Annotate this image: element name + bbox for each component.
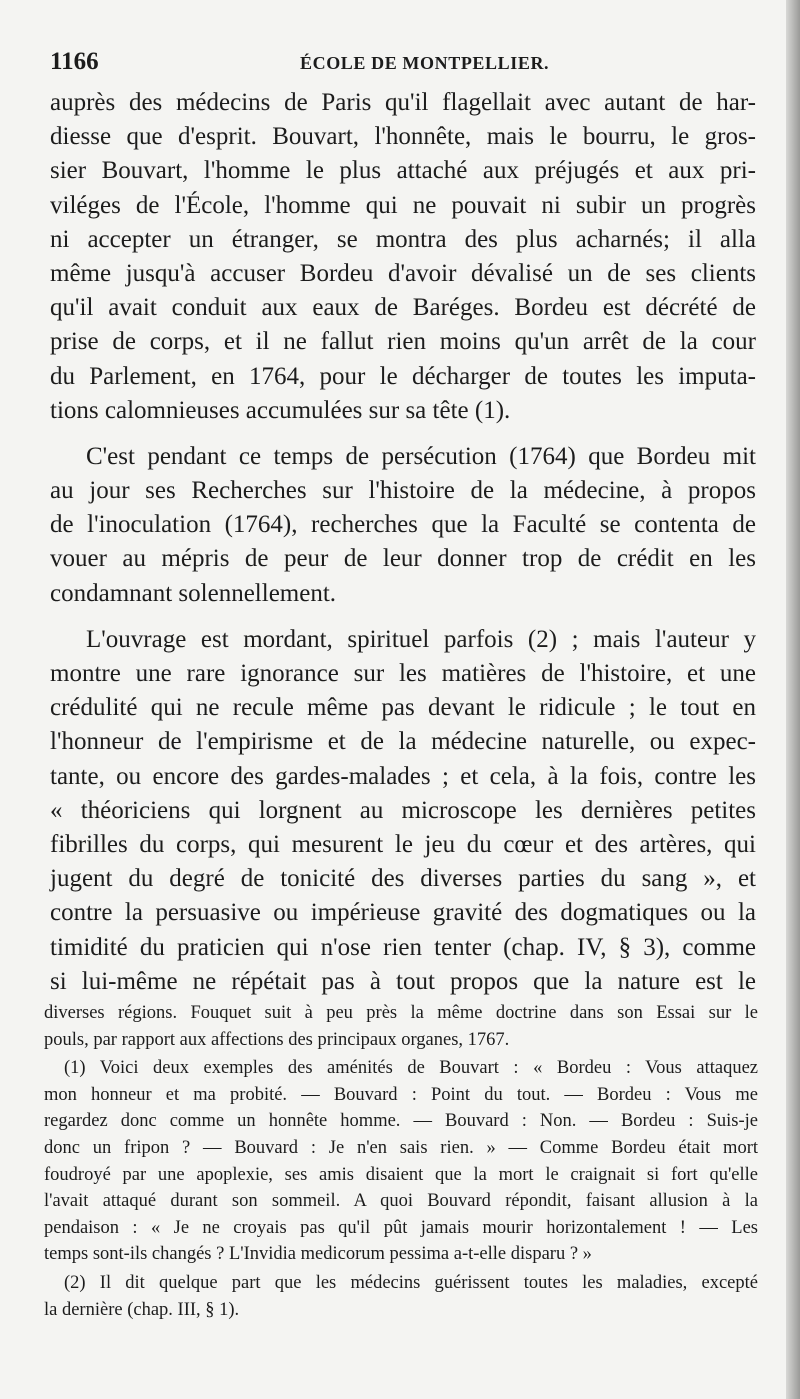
paragraph: [50, 86, 756, 428]
page-header: [50, 44, 758, 84]
text-line: jugent du degré de tonicité des diverses parties du sang », et: [50, 865, 756, 893]
text-line: condamnant solennellement.: [50, 579, 337, 607]
footnote-line: pendaison : « Je ne croyais pas qu'il pût jamais mourir horizontalement ! — Les: [44, 1217, 758, 1238]
text-line: au jour ses Recherches sur l'histoire de la médecine, à propos: [50, 477, 756, 505]
footnote-line: regardez donc comme un honnête homme. — Bouvard : Non. — Bordeu : Suis-je: [44, 1111, 758, 1132]
footnote-continuation: [44, 1000, 758, 1053]
footnote-line: donc un fripon ? — Bouvard : Je n'en sais rien. » — Comme Bordeu était mort: [44, 1137, 758, 1158]
text-line: qu'il avait conduit aux eaux de Baréges. Bordeu est décrété de: [50, 294, 756, 322]
text-line: de l'inoculation (1764), recherches que la Faculté se contenta de: [50, 511, 756, 539]
footnotes: [44, 1000, 758, 1323]
text-line: prise de corps, et il ne fallut rien moins qu'un arrêt de la cour: [50, 328, 756, 356]
footnote-line: mon honneur et ma probité. — Bouvard : Point du tout. — Bordeu : Vous me: [44, 1084, 758, 1105]
text-line: C'est pendant ce temps de persécution (1764) que Bordeu mit: [86, 442, 756, 470]
footnote-line: temps sont-ils changés ? L'Invidia medicorum pessima a-t-elle disparu ? »: [44, 1244, 592, 1265]
text-line: sier Bouvart, l'homme le plus attaché aux préjugés et aux pri-: [50, 157, 756, 185]
paragraph: [50, 440, 756, 611]
main-text: [50, 86, 756, 999]
footnote-1: [44, 1055, 758, 1268]
footnote-line: foudroyé par une apoplexie, ses amis disaient que la mort le craignait si fort qu'elle: [44, 1164, 758, 1185]
text-line: tante, ou encore des gardes-malades ; et cela, à la fois, contre les: [50, 762, 756, 790]
text-line: montre une rare ignorance sur les matières de l'histoire, et une: [50, 660, 756, 687]
text-line: même jusqu'à accuser Bordeu d'avoir dévalisé un de ses clients: [50, 259, 756, 287]
footnote-line: (1) Voici deux exemples des aménités de Bouvart : « Bordeu : Vous attaquez: [64, 1058, 758, 1079]
footnote-line: (2) Il dit quelque part que les médecins guérissent toutes les maladies, excepté: [64, 1272, 758, 1293]
footnote-2: [44, 1270, 758, 1323]
paragraph: [50, 623, 756, 999]
text-line: l'honneur de l'empirisme et de la médecine naturelle, ou expec-: [50, 728, 756, 756]
text-line: auprès des médecins de Paris qu'il flagellait avec autant de har-: [50, 89, 756, 116]
text-line: « théoriciens qui lorgnent au microscope les dernières petites: [50, 796, 756, 824]
paragraph-gap: [50, 611, 756, 623]
paragraph-gap: [50, 428, 756, 440]
page-edge: [786, 0, 800, 1399]
text-line: crédulité qui ne recule même pas devant le ridicule ; le tout en: [50, 694, 756, 722]
running-title: ÉCOLE DE MONTPELLIER.: [300, 53, 550, 73]
footnote-line: l'avait attaqué durant son sommeil. A quoi Bouvard répondit, faisant allusion à la: [44, 1191, 758, 1212]
text-line: contre la persuasive ou impérieuse gravité des dogmatiques ou la: [50, 899, 756, 927]
text-line: diesse que d'esprit. Bouvart, l'honnête, mais le bourru, le gros-: [50, 123, 756, 151]
footnote-line: pouls, par rapport aux affections des principaux organes, 1767.: [44, 1029, 510, 1050]
page-number: 1166: [50, 48, 99, 75]
footnote-line: diverses régions. Fouquet suit à peu près la même doctrine dans son Essai sur le: [44, 1003, 758, 1023]
footnote-line: la dernière (chap. III, § 1).: [44, 1299, 240, 1320]
text-line: si lui-même ne répétait pas à tout propos que la nature est le: [50, 967, 756, 995]
text-line: L'ouvrage est mordant, spirituel parfois (2) ; mais l'auteur y: [86, 625, 756, 653]
text-line: timidité du praticien qui n'ose rien tenter (chap. IV, § 3), comme: [50, 933, 756, 961]
text-line: fibrilles du corps, qui mesurent le jeu du cœur et des artères, qui: [50, 830, 756, 858]
text-line: viléges de l'École, l'homme qui ne pouvait ni subir un progrès: [50, 191, 756, 219]
text-line: ni accepter un étranger, se montra des plus acharnés; il alla: [50, 225, 756, 253]
text-line: tions calomnieuses accumulées sur sa tête (1).: [50, 396, 511, 424]
text-line: du Parlement, en 1764, pour le décharger de toutes les imputa-: [50, 362, 756, 390]
text-line: vouer au mépris de peur de leur donner trop de crédit en les: [50, 545, 756, 573]
